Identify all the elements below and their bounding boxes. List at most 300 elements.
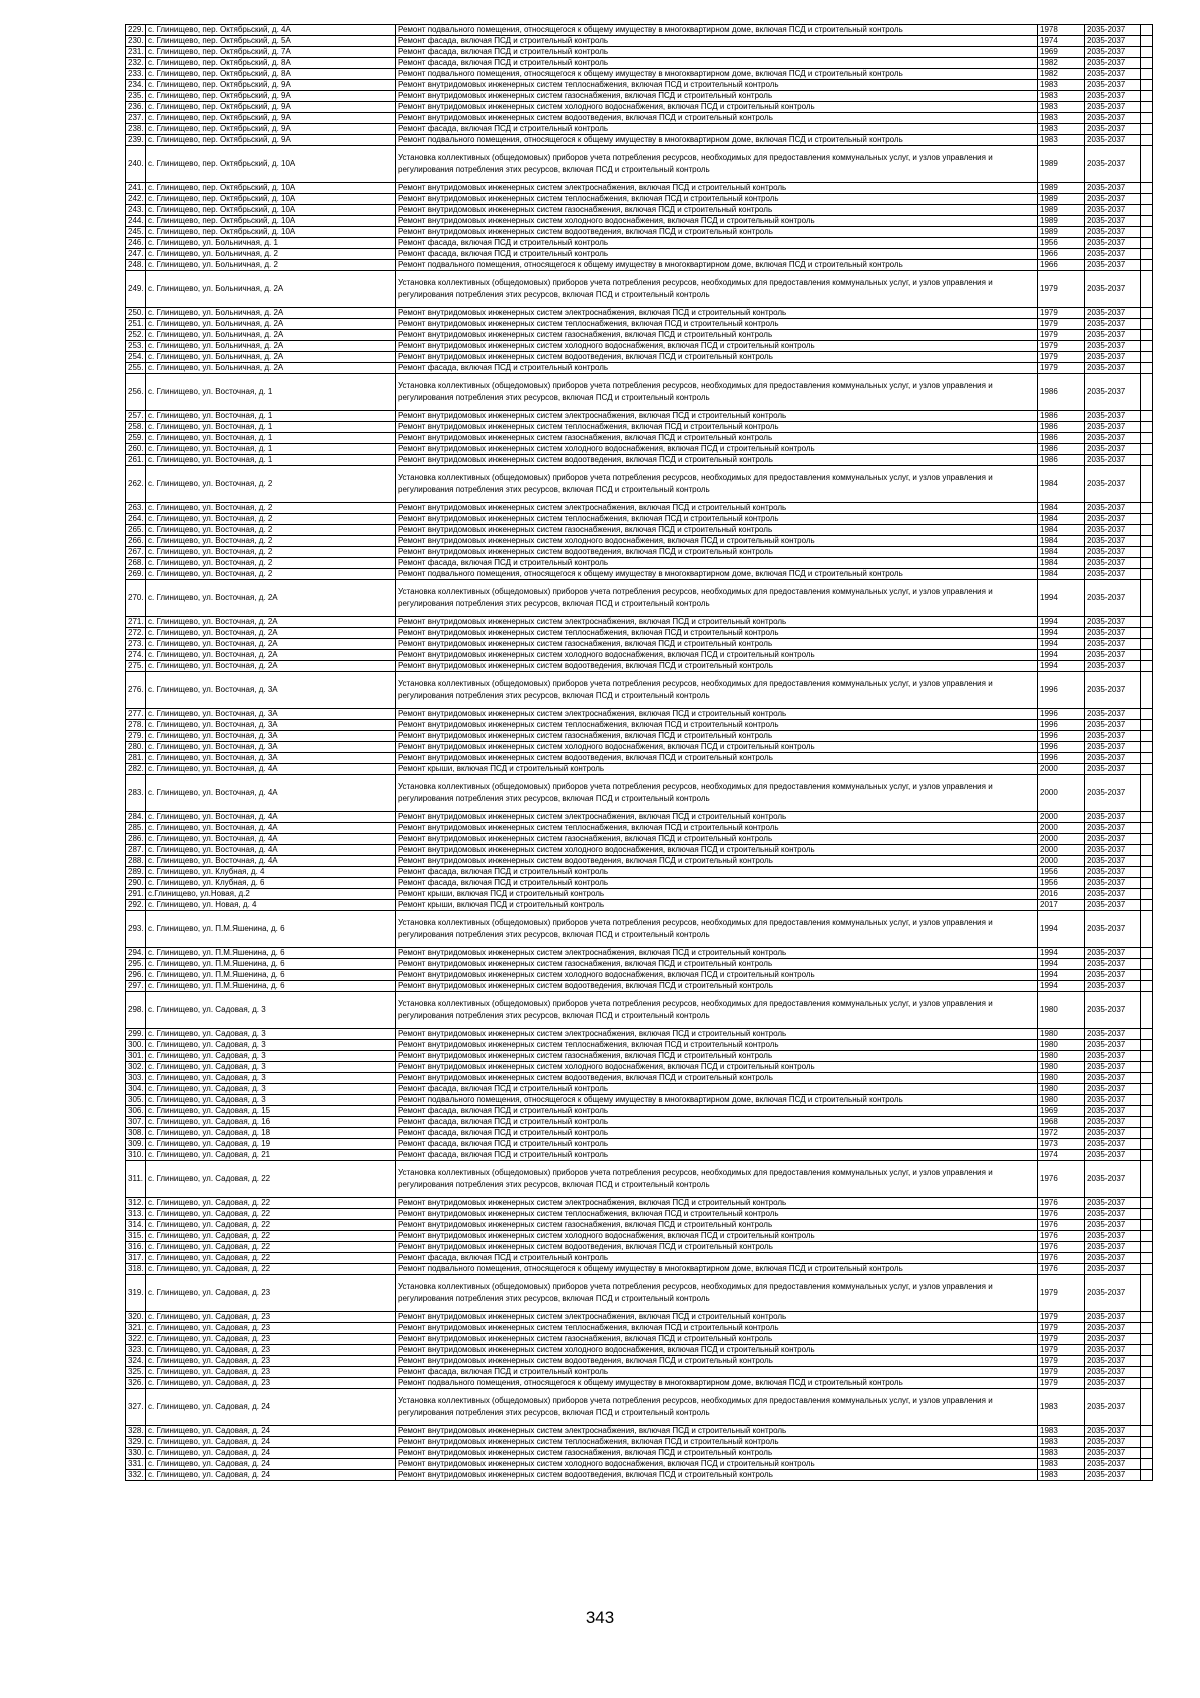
repair-period-cell: 2035-2037 — [1085, 1161, 1141, 1198]
table-row — [126, 1051, 1153, 1062]
construction-year-cell: 1994 — [1038, 661, 1085, 672]
table-row — [126, 1073, 1153, 1084]
repair-period-cell: 2035-2037 — [1085, 1029, 1141, 1040]
row-number-cell: 323. — [126, 1345, 146, 1356]
repair-period-cell: 2035-2037 — [1085, 889, 1141, 900]
empty-cell — [1141, 845, 1153, 856]
construction-year-cell: 1979 — [1038, 1378, 1085, 1389]
repair-period-cell: 2035-2037 — [1085, 823, 1141, 834]
construction-year-cell: 2000 — [1038, 764, 1085, 775]
row-number-cell: 318. — [126, 1264, 146, 1275]
construction-year-cell: 1984 — [1038, 503, 1085, 514]
repair-period-cell: 2035-2037 — [1085, 672, 1141, 709]
construction-year-cell: 1976 — [1038, 1253, 1085, 1264]
repair-period-cell: 2035-2037 — [1085, 753, 1141, 764]
repair-period-cell: 2035-2037 — [1085, 1095, 1141, 1106]
address-cell: с. Глинищево, ул. Садовая, д. 3 — [146, 992, 396, 1029]
table-row — [126, 558, 1153, 569]
empty-cell — [1141, 617, 1153, 628]
row-number-cell: 240. — [126, 146, 146, 183]
row-number-cell: 288. — [126, 856, 146, 867]
address-cell: с. Глинищево, пер. Октябрьский, д. 9А — [146, 102, 396, 113]
empty-cell — [1141, 1040, 1153, 1051]
table-row — [126, 889, 1153, 900]
construction-year-cell: 1979 — [1038, 319, 1085, 330]
work-type-cell: Ремонт внутридомовых инженерных систем холодного водоснабжения, включая ПСД и строительный контроль — [396, 970, 1038, 981]
construction-year-cell: 1983 — [1038, 113, 1085, 124]
empty-cell — [1141, 124, 1153, 135]
repair-period-cell: 2035-2037 — [1085, 238, 1141, 249]
repair-period-cell: 2035-2037 — [1085, 1470, 1141, 1481]
row-number-cell: 285. — [126, 823, 146, 834]
address-cell: с. Глинищево, ул. Восточная, д. 4А — [146, 775, 396, 812]
repair-period-cell: 2035-2037 — [1085, 319, 1141, 330]
empty-cell — [1141, 91, 1153, 102]
address-cell: с. Глинищево, ул. Садовая, д. 23 — [146, 1367, 396, 1378]
empty-cell — [1141, 308, 1153, 319]
table-row — [126, 547, 1153, 558]
row-number-cell: 253. — [126, 341, 146, 352]
work-type-cell: Ремонт внутридомовых инженерных систем теплоснабжения, включая ПСД и строительный контроль — [396, 1040, 1038, 1051]
repair-period-cell: 2035-2037 — [1085, 742, 1141, 753]
work-type-cell: Установка коллективных (общедомовых) приборов учета потребления ресурсов, необходимых для предоставления коммунальных услуг, и узлов управления и регулирования потребления этих ресурсов, включая ПСД и строительный контроль — [396, 374, 1038, 411]
empty-cell — [1141, 433, 1153, 444]
empty-cell — [1141, 1051, 1153, 1062]
empty-cell — [1141, 1128, 1153, 1139]
table-row — [126, 341, 1153, 352]
table-row — [126, 569, 1153, 580]
table-row — [126, 764, 1153, 775]
construction-year-cell: 1994 — [1038, 911, 1085, 948]
row-number-cell: 315. — [126, 1231, 146, 1242]
address-cell: с. Глинищево, ул. Садовая, д. 19 — [146, 1139, 396, 1150]
empty-cell — [1141, 569, 1153, 580]
table-row — [126, 514, 1153, 525]
work-type-cell: Ремонт внутридомовых инженерных систем теплоснабжения, включая ПСД и строительный контроль — [396, 514, 1038, 525]
table-row — [126, 661, 1153, 672]
repair-period-cell: 2035-2037 — [1085, 959, 1141, 970]
repair-period-cell: 2035-2037 — [1085, 466, 1141, 503]
address-cell: с. Глинищево, ул. Восточная, д. 2 — [146, 558, 396, 569]
table-row — [126, 1253, 1153, 1264]
address-cell: с. Глинищево, ул. Восточная, д. 2 — [146, 466, 396, 503]
address-cell: с. Глинищево, ул. Восточная, д. 2А — [146, 617, 396, 628]
row-number-cell: 258. — [126, 422, 146, 433]
row-number-cell: 284. — [126, 812, 146, 823]
construction-year-cell: 1983 — [1038, 1470, 1085, 1481]
row-number-cell: 268. — [126, 558, 146, 569]
work-type-cell: Ремонт внутридомовых инженерных систем холодного водоснабжения, включая ПСД и строительный контроль — [396, 216, 1038, 227]
row-number-cell: 330. — [126, 1448, 146, 1459]
construction-year-cell: 1989 — [1038, 227, 1085, 238]
row-number-cell: 266. — [126, 536, 146, 547]
work-type-cell: Ремонт внутридомовых инженерных систем газоснабжения, включая ПСД и строительный контроль — [396, 91, 1038, 102]
table-row — [126, 91, 1153, 102]
row-number-cell: 308. — [126, 1128, 146, 1139]
empty-cell — [1141, 1264, 1153, 1275]
empty-cell — [1141, 628, 1153, 639]
repair-period-cell: 2035-2037 — [1085, 775, 1141, 812]
address-cell: с. Глинищево, ул. Восточная, д. 4А — [146, 823, 396, 834]
construction-year-cell: 1956 — [1038, 867, 1085, 878]
address-cell: с.Глинищево, ул.Новая, д.2 — [146, 889, 396, 900]
repair-period-cell: 2035-2037 — [1085, 363, 1141, 374]
construction-year-cell: 1986 — [1038, 433, 1085, 444]
empty-cell — [1141, 981, 1153, 992]
construction-year-cell: 1996 — [1038, 720, 1085, 731]
empty-cell — [1141, 466, 1153, 503]
work-type-cell: Ремонт фасада, включая ПСД и строительный контроль — [396, 36, 1038, 47]
address-cell: с. Глинищево, ул. П.М.Яшенина, д. 6 — [146, 970, 396, 981]
table-row — [126, 1150, 1153, 1161]
empty-cell — [1141, 47, 1153, 58]
table-row — [126, 992, 1153, 1029]
row-number-cell: 303. — [126, 1073, 146, 1084]
address-cell: с. Глинищево, пер. Октябрьский, д. 10А — [146, 205, 396, 216]
table-row — [126, 753, 1153, 764]
row-number-cell: 299. — [126, 1029, 146, 1040]
empty-cell — [1141, 80, 1153, 91]
empty-cell — [1141, 503, 1153, 514]
row-number-cell: 300. — [126, 1040, 146, 1051]
repair-period-cell: 2035-2037 — [1085, 341, 1141, 352]
empty-cell — [1141, 514, 1153, 525]
empty-cell — [1141, 363, 1153, 374]
work-type-cell: Ремонт внутридомовых инженерных систем водоотведения, включая ПСД и строительный контроль — [396, 352, 1038, 363]
row-number-cell: 269. — [126, 569, 146, 580]
repair-period-cell: 2035-2037 — [1085, 628, 1141, 639]
table-row — [126, 260, 1153, 271]
empty-cell — [1141, 227, 1153, 238]
repair-period-cell: 2035-2037 — [1085, 216, 1141, 227]
row-number-cell: 306. — [126, 1106, 146, 1117]
work-type-cell: Установка коллективных (общедомовых) приборов учета потребления ресурсов, необходимых для предоставления коммунальных услуг, и узлов управления и регулирования потребления этих ресурсов, включая ПСД и строительный контроль — [396, 271, 1038, 308]
table-row — [126, 834, 1153, 845]
work-type-cell: Ремонт внутридомовых инженерных систем водоотведения, включая ПСД и строительный контроль — [396, 113, 1038, 124]
table-row — [126, 330, 1153, 341]
empty-cell — [1141, 878, 1153, 889]
construction-year-cell: 1976 — [1038, 1161, 1085, 1198]
address-cell: с. Глинищево, ул. Садовая, д. 24 — [146, 1448, 396, 1459]
repair-period-cell: 2035-2037 — [1085, 411, 1141, 422]
construction-year-cell: 1983 — [1038, 80, 1085, 91]
work-type-cell: Ремонт внутридомовых инженерных систем электроснабжения, включая ПСД и строительный контроль — [396, 308, 1038, 319]
repair-period-cell: 2035-2037 — [1085, 720, 1141, 731]
work-type-cell: Ремонт крыши, включая ПСД и строительный контроль — [396, 764, 1038, 775]
empty-cell — [1141, 856, 1153, 867]
empty-cell — [1141, 422, 1153, 433]
repair-period-cell: 2035-2037 — [1085, 834, 1141, 845]
row-number-cell: 312. — [126, 1198, 146, 1209]
address-cell: с. Глинищево, ул. Садовая, д. 3 — [146, 1029, 396, 1040]
row-number-cell: 261. — [126, 455, 146, 466]
empty-cell — [1141, 1231, 1153, 1242]
construction-year-cell: 1994 — [1038, 617, 1085, 628]
construction-year-cell: 1976 — [1038, 1242, 1085, 1253]
empty-cell — [1141, 113, 1153, 124]
work-type-cell: Ремонт внутридомовых инженерных систем водоотведения, включая ПСД и строительный контроль — [396, 753, 1038, 764]
repair-period-cell: 2035-2037 — [1085, 1242, 1141, 1253]
address-cell: с. Глинищево, ул. Восточная, д. 3А — [146, 753, 396, 764]
empty-cell — [1141, 1426, 1153, 1437]
repair-period-cell: 2035-2037 — [1085, 1073, 1141, 1084]
row-number-cell: 314. — [126, 1220, 146, 1231]
row-number-cell: 321. — [126, 1323, 146, 1334]
table-row — [126, 867, 1153, 878]
construction-year-cell: 1996 — [1038, 731, 1085, 742]
construction-year-cell: 1956 — [1038, 878, 1085, 889]
row-number-cell: 289. — [126, 867, 146, 878]
empty-cell — [1141, 661, 1153, 672]
address-cell: с. Глинищево, ул. Садовая, д. 22 — [146, 1209, 396, 1220]
work-type-cell: Ремонт внутридомовых инженерных систем электроснабжения, включая ПСД и строительный контроль — [396, 709, 1038, 720]
construction-year-cell: 1986 — [1038, 374, 1085, 411]
row-number-cell: 260. — [126, 444, 146, 455]
work-type-cell: Ремонт внутридомовых инженерных систем газоснабжения, включая ПСД и строительный контроль — [396, 1334, 1038, 1345]
construction-year-cell: 1976 — [1038, 1231, 1085, 1242]
address-cell: с. Глинищево, ул. Восточная, д. 4А — [146, 812, 396, 823]
row-number-cell: 243. — [126, 205, 146, 216]
table-row — [126, 628, 1153, 639]
repair-period-cell: 2035-2037 — [1085, 981, 1141, 992]
empty-cell — [1141, 731, 1153, 742]
work-type-cell: Ремонт фасада, включая ПСД и строительный контроль — [396, 878, 1038, 889]
address-cell: с. Глинищево, пер. Октябрьский, д. 9А — [146, 80, 396, 91]
row-number-cell: 302. — [126, 1062, 146, 1073]
repair-period-cell: 2035-2037 — [1085, 731, 1141, 742]
row-number-cell: 290. — [126, 878, 146, 889]
address-cell: с. Глинищево, ул. Садовая, д. 3 — [146, 1051, 396, 1062]
repair-period-cell: 2035-2037 — [1085, 194, 1141, 205]
row-number-cell: 264. — [126, 514, 146, 525]
work-type-cell: Ремонт внутридомовых инженерных систем холодного водоснабжения, включая ПСД и строительный контроль — [396, 536, 1038, 547]
construction-year-cell: 1966 — [1038, 260, 1085, 271]
construction-year-cell: 1984 — [1038, 514, 1085, 525]
table-row — [126, 1275, 1153, 1312]
work-type-cell: Ремонт подвального помещения, относящегося к общему имуществу в многоквартирном доме, включая ПСД и строительный контроль — [396, 1264, 1038, 1275]
row-number-cell: 282. — [126, 764, 146, 775]
address-cell: с. Глинищево, ул. Клубная, д. 4 — [146, 867, 396, 878]
work-type-cell: Ремонт внутридомовых инженерных систем газоснабжения, включая ПСД и строительный контроль — [396, 1448, 1038, 1459]
repair-period-cell: 2035-2037 — [1085, 1198, 1141, 1209]
construction-year-cell: 1983 — [1038, 1389, 1085, 1426]
address-cell: с. Глинищево, ул. Садовая, д. 22 — [146, 1231, 396, 1242]
row-number-cell: 328. — [126, 1426, 146, 1437]
address-cell: с. Глинищево, ул. Садовая, д. 3 — [146, 1084, 396, 1095]
work-type-cell: Ремонт внутридомовых инженерных систем водоотведения, включая ПСД и строительный контроль — [396, 227, 1038, 238]
empty-cell — [1141, 1106, 1153, 1117]
table-row — [126, 58, 1153, 69]
work-type-cell: Ремонт крыши, включая ПСД и строительный контроль — [396, 889, 1038, 900]
work-type-cell: Ремонт внутридомовых инженерных систем электроснабжения, включая ПСД и строительный контроль — [396, 812, 1038, 823]
empty-cell — [1141, 959, 1153, 970]
work-type-cell: Ремонт внутридомовых инженерных систем теплоснабжения, включая ПСД и строительный контроль — [396, 720, 1038, 731]
construction-year-cell: 1994 — [1038, 628, 1085, 639]
repair-period-cell: 2035-2037 — [1085, 661, 1141, 672]
address-cell: с. Глинищево, ул. Больничная, д. 2А — [146, 319, 396, 330]
address-cell: с. Глинищево, ул. Садовая, д. 3 — [146, 1062, 396, 1073]
repair-period-cell: 2035-2037 — [1085, 135, 1141, 146]
work-type-cell: Установка коллективных (общедомовых) приборов учета потребления ресурсов, необходимых для предоставления коммунальных услуг, и узлов управления и регулирования потребления этих ресурсов, включая ПСД и строительный контроль — [396, 992, 1038, 1029]
repair-period-cell: 2035-2037 — [1085, 867, 1141, 878]
empty-cell — [1141, 25, 1153, 36]
empty-cell — [1141, 775, 1153, 812]
repair-period-cell: 2035-2037 — [1085, 227, 1141, 238]
empty-cell — [1141, 672, 1153, 709]
repair-period-cell: 2035-2037 — [1085, 146, 1141, 183]
construction-year-cell: 1994 — [1038, 580, 1085, 617]
work-type-cell: Ремонт внутридомовых инженерных систем теплоснабжения, включая ПСД и строительный контроль — [396, 422, 1038, 433]
repair-period-cell: 2035-2037 — [1085, 58, 1141, 69]
address-cell: с. Глинищево, пер. Октябрьский, д. 10А — [146, 183, 396, 194]
construction-year-cell: 1979 — [1038, 1334, 1085, 1345]
work-type-cell: Ремонт внутридомовых инженерных систем электроснабжения, включая ПСД и строительный контроль — [396, 1029, 1038, 1040]
empty-cell — [1141, 1275, 1153, 1312]
work-type-cell: Ремонт фасада, включая ПСД и строительный контроль — [396, 1117, 1038, 1128]
construction-year-cell: 2000 — [1038, 834, 1085, 845]
table-row — [126, 1356, 1153, 1367]
address-cell: с. Глинищево, ул. П.М.Яшенина, д. 6 — [146, 981, 396, 992]
construction-year-cell: 1979 — [1038, 352, 1085, 363]
repair-period-cell: 2035-2037 — [1085, 547, 1141, 558]
work-type-cell: Ремонт фасада, включая ПСД и строительный контроль — [396, 558, 1038, 569]
row-number-cell: 292. — [126, 900, 146, 911]
table-row — [126, 1426, 1153, 1437]
row-number-cell: 324. — [126, 1356, 146, 1367]
address-cell: с. Глинищево, ул. Садовая, д. 16 — [146, 1117, 396, 1128]
work-type-cell: Установка коллективных (общедомовых) приборов учета потребления ресурсов, необходимых для предоставления коммунальных услуг, и узлов управления и регулирования потребления этих ресурсов, включая ПСД и строительный контроль — [396, 580, 1038, 617]
construction-year-cell: 1968 — [1038, 1117, 1085, 1128]
address-cell: с. Глинищево, ул. Восточная, д. 1 — [146, 374, 396, 411]
address-cell: с. Глинищево, пер. Октябрьский, д. 7А — [146, 47, 396, 58]
construction-year-cell: 1986 — [1038, 455, 1085, 466]
table-row — [126, 970, 1153, 981]
construction-year-cell: 1956 — [1038, 238, 1085, 249]
repair-period-cell: 2035-2037 — [1085, 433, 1141, 444]
address-cell: с. Глинищево, пер. Октябрьский, д. 10А — [146, 146, 396, 183]
address-cell: с. Глинищево, ул. Восточная, д. 2 — [146, 514, 396, 525]
row-number-cell: 286. — [126, 834, 146, 845]
construction-year-cell: 1984 — [1038, 547, 1085, 558]
empty-cell — [1141, 238, 1153, 249]
repair-period-cell: 2035-2037 — [1085, 422, 1141, 433]
work-type-cell: Ремонт внутридомовых инженерных систем электроснабжения, включая ПСД и строительный контроль — [396, 183, 1038, 194]
table-row — [126, 672, 1153, 709]
construction-year-cell: 1980 — [1038, 1073, 1085, 1084]
repair-period-cell: 2035-2037 — [1085, 900, 1141, 911]
row-number-cell: 327. — [126, 1389, 146, 1426]
repair-period-cell: 2035-2037 — [1085, 812, 1141, 823]
empty-cell — [1141, 1198, 1153, 1209]
row-number-cell: 307. — [126, 1117, 146, 1128]
empty-cell — [1141, 1139, 1153, 1150]
table-row — [126, 856, 1153, 867]
construction-year-cell: 1979 — [1038, 271, 1085, 308]
table-row — [126, 1378, 1153, 1389]
work-type-cell: Ремонт внутридомовых инженерных систем водоотведения, включая ПСД и строительный контроль — [396, 1470, 1038, 1481]
empty-cell — [1141, 1073, 1153, 1084]
row-number-cell: 297. — [126, 981, 146, 992]
row-number-cell: 281. — [126, 753, 146, 764]
construction-year-cell: 1980 — [1038, 1062, 1085, 1073]
work-type-cell: Установка коллективных (общедомовых) приборов учета потребления ресурсов, необходимых для предоставления коммунальных услуг, и узлов управления и регулирования потребления этих ресурсов, включая ПСД и строительный контроль — [396, 1389, 1038, 1426]
construction-year-cell: 1979 — [1038, 1367, 1085, 1378]
table-row — [126, 363, 1153, 374]
construction-year-cell: 1983 — [1038, 135, 1085, 146]
repair-period-cell: 2035-2037 — [1085, 47, 1141, 58]
row-number-cell: 242. — [126, 194, 146, 205]
work-type-cell: Ремонт внутридомовых инженерных систем холодного водоснабжения, включая ПСД и строительный контроль — [396, 102, 1038, 113]
address-cell: с. Глинищево, пер. Октябрьский, д. 9А — [146, 91, 396, 102]
repair-period-cell: 2035-2037 — [1085, 1040, 1141, 1051]
empty-cell — [1141, 1161, 1153, 1198]
empty-cell — [1141, 69, 1153, 80]
empty-cell — [1141, 1345, 1153, 1356]
row-number-cell: 311. — [126, 1161, 146, 1198]
empty-cell — [1141, 1095, 1153, 1106]
construction-year-cell: 1986 — [1038, 422, 1085, 433]
table-row — [126, 1062, 1153, 1073]
empty-cell — [1141, 58, 1153, 69]
table-row — [126, 1209, 1153, 1220]
repair-period-cell: 2035-2037 — [1085, 91, 1141, 102]
repair-period-cell: 2035-2037 — [1085, 1459, 1141, 1470]
construction-year-cell: 1976 — [1038, 1220, 1085, 1231]
table-row — [126, 1220, 1153, 1231]
work-type-cell: Ремонт внутридомовых инженерных систем холодного водоснабжения, включая ПСД и строительный контроль — [396, 444, 1038, 455]
row-number-cell: 298. — [126, 992, 146, 1029]
work-type-cell: Ремонт фасада, включая ПСД и строительный контроль — [396, 58, 1038, 69]
row-number-cell: 320. — [126, 1312, 146, 1323]
table-row — [126, 1161, 1153, 1198]
work-type-cell: Ремонт фасада, включая ПСД и строительный контроль — [396, 249, 1038, 260]
construction-year-cell: 1996 — [1038, 753, 1085, 764]
construction-year-cell: 1979 — [1038, 341, 1085, 352]
construction-year-cell: 1979 — [1038, 308, 1085, 319]
table-row — [126, 845, 1153, 856]
work-type-cell: Ремонт внутридомовых инженерных систем газоснабжения, включая ПСД и строительный контроль — [396, 330, 1038, 341]
address-cell: с. Глинищево, ул. Больничная, д. 2 — [146, 249, 396, 260]
work-type-cell: Установка коллективных (общедомовых) приборов учета потребления ресурсов, необходимых для предоставления коммунальных услуг, и узлов управления и регулирования потребления этих ресурсов, включая ПСД и строительный контроль — [396, 1275, 1038, 1312]
address-cell: с. Глинищево, ул. Садовая, д. 22 — [146, 1220, 396, 1231]
table-row — [126, 525, 1153, 536]
construction-year-cell: 1983 — [1038, 91, 1085, 102]
work-type-cell: Ремонт внутридомовых инженерных систем водоотведения, включая ПСД и строительный контроль — [396, 1242, 1038, 1253]
address-cell: с. Глинищево, ул. Садовая, д. 23 — [146, 1345, 396, 1356]
repair-period-cell: 2035-2037 — [1085, 124, 1141, 135]
empty-cell — [1141, 411, 1153, 422]
construction-year-cell: 1989 — [1038, 146, 1085, 183]
empty-cell — [1141, 1220, 1153, 1231]
address-cell: с. Глинищево, ул. Больничная, д. 2А — [146, 330, 396, 341]
page-number: 343 — [585, 1608, 615, 1627]
construction-year-cell: 1966 — [1038, 249, 1085, 260]
table-row — [126, 352, 1153, 363]
empty-cell — [1141, 753, 1153, 764]
repair-period-cell: 2035-2037 — [1085, 249, 1141, 260]
address-cell: с. Глинищево, ул. Садовая, д. 24 — [146, 1459, 396, 1470]
work-type-cell: Ремонт подвального помещения, относящегося к общему имуществу в многоквартирном доме, включая ПСД и строительный контроль — [396, 1378, 1038, 1389]
repair-period-cell: 2035-2037 — [1085, 639, 1141, 650]
address-cell: с. Глинищево, ул. Больничная, д. 2А — [146, 352, 396, 363]
address-cell: с. Глинищево, пер. Октябрьский, д. 8А — [146, 69, 396, 80]
table-row — [126, 709, 1153, 720]
construction-year-cell: 2016 — [1038, 889, 1085, 900]
construction-year-cell: 1984 — [1038, 569, 1085, 580]
empty-cell — [1141, 834, 1153, 845]
address-cell: с. Глинищево, ул. Восточная, д. 4А — [146, 764, 396, 775]
work-type-cell: Ремонт фасада, включая ПСД и строительный контроль — [396, 1084, 1038, 1095]
